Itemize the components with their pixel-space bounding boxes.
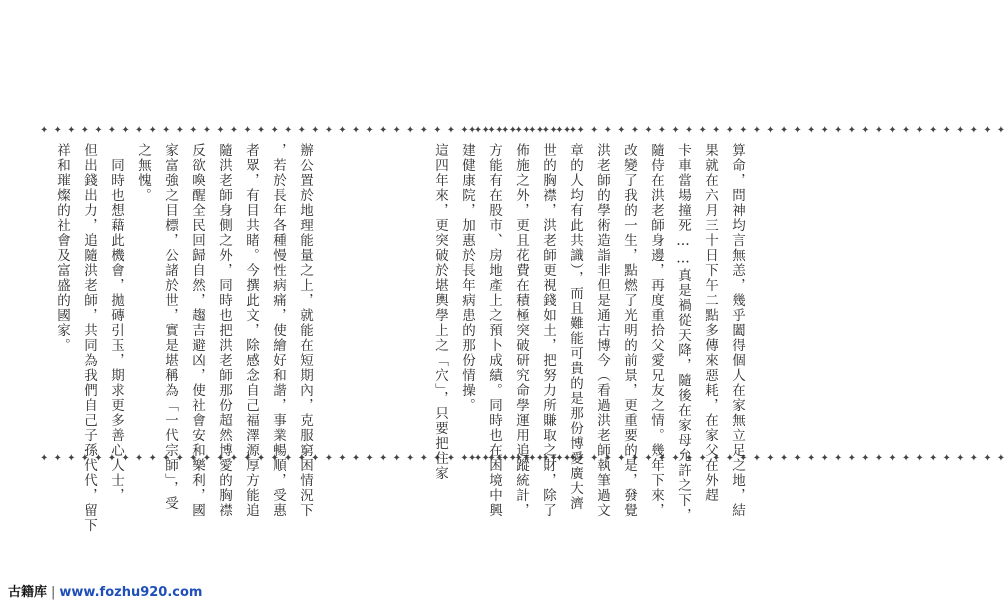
right_page-column: 卡車當場撞死……真是禍從天降，隨後在家母允許之下， bbox=[675, 143, 691, 523]
left_page-column: 祥和璀燦的社會及富盛的國家。 bbox=[54, 143, 70, 353]
watermark-site-name: 古籍库 bbox=[8, 585, 48, 600]
right_page-column: 隨侍在洪老師身邊，再度重拾父愛兄友之情。幾年下來， bbox=[648, 143, 664, 518]
right_page-column: 章的人均有此共識），而且難能可貴的是那份博愛廣大濟 bbox=[567, 143, 583, 512]
left_page-column: 隨洪老師身側之外，同時也把洪老師那份超然博愛的胸襟 bbox=[216, 143, 232, 518]
right_page-column: 世的胸襟，洪老師更視錢如土，把努力所賺取之財，除了 bbox=[540, 143, 556, 518]
left_page-column: 同時也想藉此機會，拋磚引玉，期求更多善心人士， bbox=[108, 143, 124, 503]
right_page-column: 洪老師的學術造詣非但是通古博今（看過洪老師執筆過文 bbox=[594, 143, 610, 518]
right_page-column: 改變了我的一生，點燃了光明的前景，更重要的是，發覺 bbox=[621, 143, 637, 518]
watermark-url[interactable]: www.fozhu920.com bbox=[59, 585, 203, 600]
site-watermark: 古籍库 | www.fozhu920.com bbox=[8, 585, 203, 600]
left-top-ornament: ✦ ✦ ✦ ✦ ✦ ✦ ✦ ✦ ✦ ✦ ✦ ✦ ✦ ✦ ✦ ✦ ✦ ✦ ✦ ✦ ✦ ✦ ✦ ✦ ✦ ✦ ✦ ✦ ✦ ✦ ✦ ✦ ✦ ✦ ✦ ✦ ✦ ✦ ✦ ✦ bbox=[40, 125, 579, 136]
right-bottom-ornament: ✦ ✦ ✦ ✦ ✦ ✦ ✦ ✦ ✦ ✦ ✦ ✦ ✦ ✦ ✦ ✦ ✦ ✦ ✦ ✦ ✦ ✦ ✦ ✦ ✦ ✦ ✦ ✦ ✦ ✦ ✦ ✦ ✦ ✦ ✦ ✦ ✦ ✦ ✦ ✦ bbox=[468, 453, 1006, 464]
left_page-column: 家富強之目標，公諸於世，實是堪稱為「一代宗師」，受 bbox=[162, 143, 178, 512]
left_page-column: 但出錢出力，追隨洪老師，共同為我們自己子孫代代，留下 bbox=[81, 143, 97, 533]
right_page-column: 佈施之外，更且花費在積極突破研究命學運用追蹤統計， bbox=[513, 143, 529, 518]
right_page-column: 方能有在股市、房地產上之預卜成績。同時也在困境中興 bbox=[486, 143, 502, 518]
right_page-column: 這四年來，更突破於堪輿學上之「穴」，只要把住家 bbox=[432, 143, 448, 482]
left_page-column: ，若於長年各種慢性病痛，使繪好和諧，事業暢順，受惠 bbox=[270, 143, 286, 518]
left_page-column: 辦公置於地理能量之上，就能在短期內，克服窮困情況下 bbox=[297, 143, 313, 518]
left-page-columns bbox=[51, 143, 315, 533]
right-top-ornament: ✦ ✦ ✦ ✦ ✦ ✦ ✦ ✦ ✦ ✦ ✦ ✦ ✦ ✦ ✦ ✦ ✦ ✦ ✦ ✦ ✦ ✦ ✦ ✦ ✦ ✦ ✦ ✦ ✦ ✦ ✦ ✦ ✦ ✦ ✦ ✦ ✦ ✦ ✦ ✦ bbox=[468, 125, 1006, 136]
right_page-column: 算命，問神均言無恙，幾乎闔得個人在家無立足之地，結 bbox=[729, 143, 745, 518]
left_page-column: 者眾，有目共睹。今撰此文，除感念自己福澤源厚方能追 bbox=[243, 143, 259, 518]
left_page-column: 之無愧。 bbox=[135, 143, 151, 203]
left-page bbox=[54, 143, 315, 533]
left_page-column: 反欲喚醒全民回歸自然，趨吉避凶，使社會安和樂利，國 bbox=[189, 143, 205, 518]
right_page-column: 建健康院，加惠於長年病患的那份情操。 bbox=[459, 143, 475, 413]
right_page-column: 果就在六月三十日下午二點多傳來惡耗，在家父在外趕 bbox=[702, 143, 718, 503]
left-bottom-ornament: ✦ ✦ ✦ ✦ ✦ ✦ ✦ ✦ ✦ ✦ ✦ ✦ ✦ ✦ ✦ ✦ ✦ ✦ ✦ ✦ ✦ ✦ ✦ ✦ ✦ ✦ ✦ ✦ ✦ ✦ ✦ ✦ ✦ ✦ ✦ ✦ ✦ ✦ ✦ ✦ bbox=[40, 453, 579, 464]
right-page bbox=[432, 143, 747, 523]
right-page-columns bbox=[429, 143, 747, 523]
